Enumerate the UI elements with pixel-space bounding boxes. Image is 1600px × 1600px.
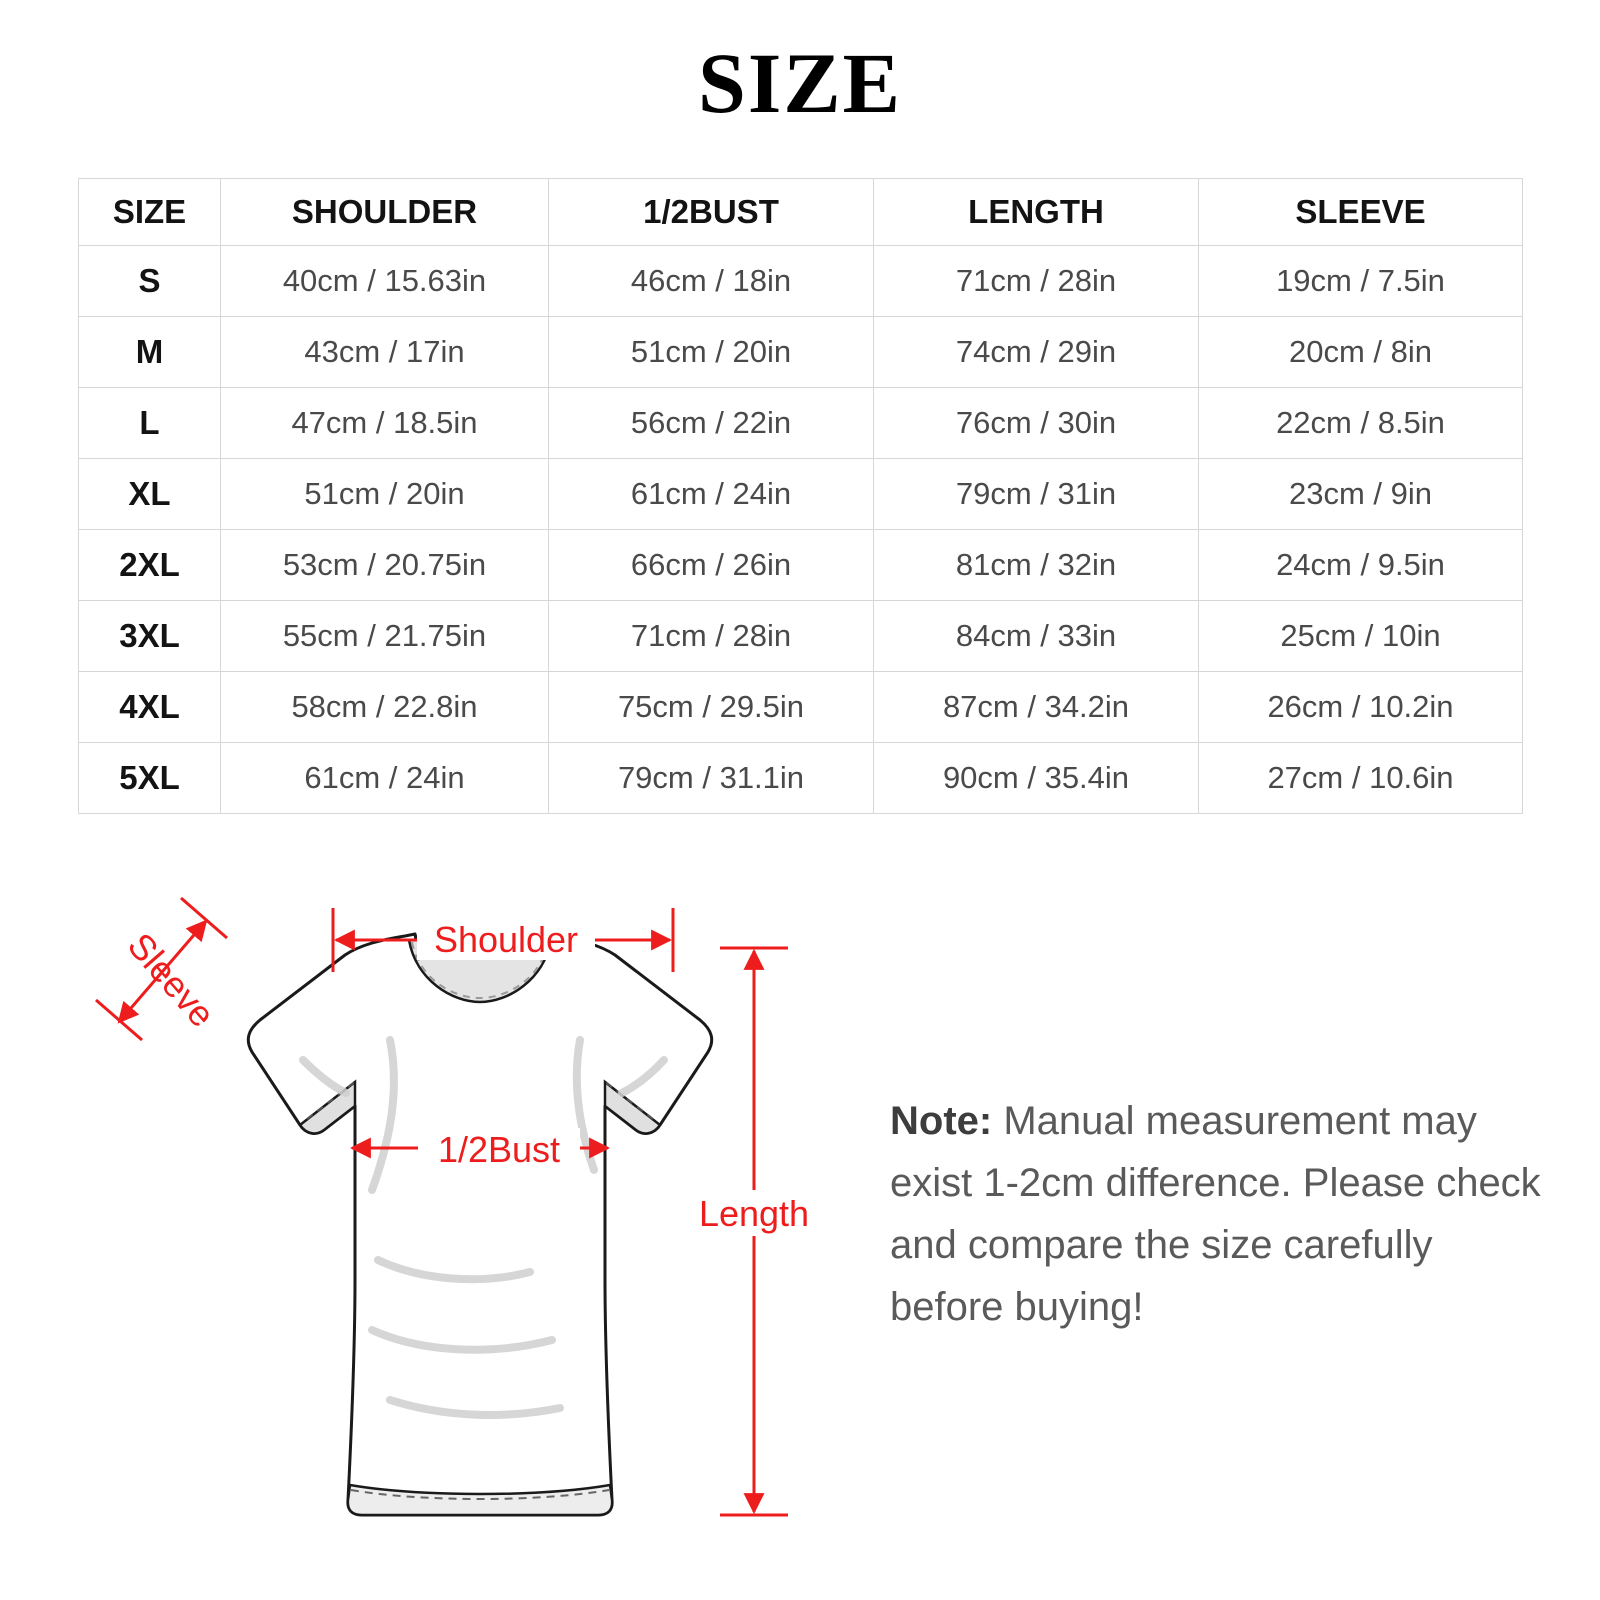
cell-sleeve: 19cm / 7.5in	[1199, 246, 1523, 317]
cell-bust: 71cm / 28in	[549, 601, 874, 672]
cell-sleeve: 27cm / 10.6in	[1199, 743, 1523, 814]
cell-shoulder: 55cm / 21.75in	[221, 601, 549, 672]
cell-bust: 75cm / 29.5in	[549, 672, 874, 743]
table-row	[79, 601, 1523, 672]
cell-size: XL	[79, 459, 221, 530]
column-header-length: LENGTH	[874, 179, 1199, 246]
cell-sleeve: 24cm / 9.5in	[1199, 530, 1523, 601]
length-measure-line	[699, 948, 810, 1515]
cell-length: 76cm / 30in	[874, 388, 1199, 459]
cell-length: 84cm / 33in	[874, 601, 1199, 672]
shoulder-label: Shoulder	[433, 919, 579, 960]
table-row	[79, 530, 1523, 601]
cell-bust: 46cm / 18in	[549, 246, 874, 317]
tshirt-illustration	[248, 934, 711, 1515]
cell-length: 81cm / 32in	[874, 530, 1199, 601]
cell-sleeve: 22cm / 8.5in	[1199, 388, 1523, 459]
column-header-shoulder: SHOULDER	[221, 179, 549, 246]
cell-shoulder: 47cm / 18.5in	[221, 388, 549, 459]
note-label: Note:	[890, 1099, 993, 1143]
table-row	[79, 459, 1523, 530]
column-header-sleeve: SLEEVE	[1199, 179, 1523, 246]
note-block	[890, 1090, 1550, 1338]
cell-size: S	[79, 246, 221, 317]
cell-sleeve: 20cm / 8in	[1199, 317, 1523, 388]
length-label: Length	[698, 1193, 810, 1234]
size-chart-table	[78, 178, 1523, 814]
cell-sleeve: 25cm / 10in	[1199, 601, 1523, 672]
table-row	[79, 246, 1523, 317]
cell-bust: 61cm / 24in	[549, 459, 874, 530]
page-title: SIZE	[697, 35, 903, 131]
cell-size: 2XL	[79, 530, 221, 601]
note-text: Manual measurement may exist 1-2cm difference. Please check and compare the size carefully before buying!	[890, 1099, 1541, 1329]
cell-size: 4XL	[79, 672, 221, 743]
cell-length: 87cm / 34.2in	[874, 672, 1199, 743]
cell-shoulder: 58cm / 22.8in	[221, 672, 549, 743]
cell-length: 71cm / 28in	[874, 246, 1199, 317]
cell-size: L	[79, 388, 221, 459]
column-header-size: SIZE	[79, 179, 221, 246]
sleeve-label: Sleeve	[119, 924, 224, 1035]
cell-length: 74cm / 29in	[874, 317, 1199, 388]
cell-size: 3XL	[79, 601, 221, 672]
cell-sleeve: 26cm / 10.2in	[1199, 672, 1523, 743]
cell-size: M	[79, 317, 221, 388]
column-header-bust: 1/2BUST	[549, 179, 874, 246]
cell-sleeve: 23cm / 9in	[1199, 459, 1523, 530]
cell-shoulder: 53cm / 20.75in	[221, 530, 549, 601]
sleeve-measure-line	[96, 898, 227, 1040]
cell-shoulder: 43cm / 17in	[221, 317, 549, 388]
table-header-row	[79, 179, 1523, 246]
cell-shoulder: 51cm / 20in	[221, 459, 549, 530]
cell-shoulder: 40cm / 15.63in	[221, 246, 549, 317]
cell-shoulder: 61cm / 24in	[221, 743, 549, 814]
cell-size: 5XL	[79, 743, 221, 814]
cell-bust: 79cm / 31.1in	[549, 743, 874, 814]
table-row	[79, 388, 1523, 459]
measurement-diagram	[60, 860, 860, 1560]
cell-bust: 56cm / 22in	[549, 388, 874, 459]
table-row	[79, 743, 1523, 814]
bust-label: 1/2Bust	[437, 1129, 561, 1170]
cell-length: 79cm / 31in	[874, 459, 1199, 530]
cell-length: 90cm / 35.4in	[874, 743, 1199, 814]
cell-bust: 51cm / 20in	[549, 317, 874, 388]
table-row	[79, 672, 1523, 743]
table-row	[79, 317, 1523, 388]
cell-bust: 66cm / 26in	[549, 530, 874, 601]
